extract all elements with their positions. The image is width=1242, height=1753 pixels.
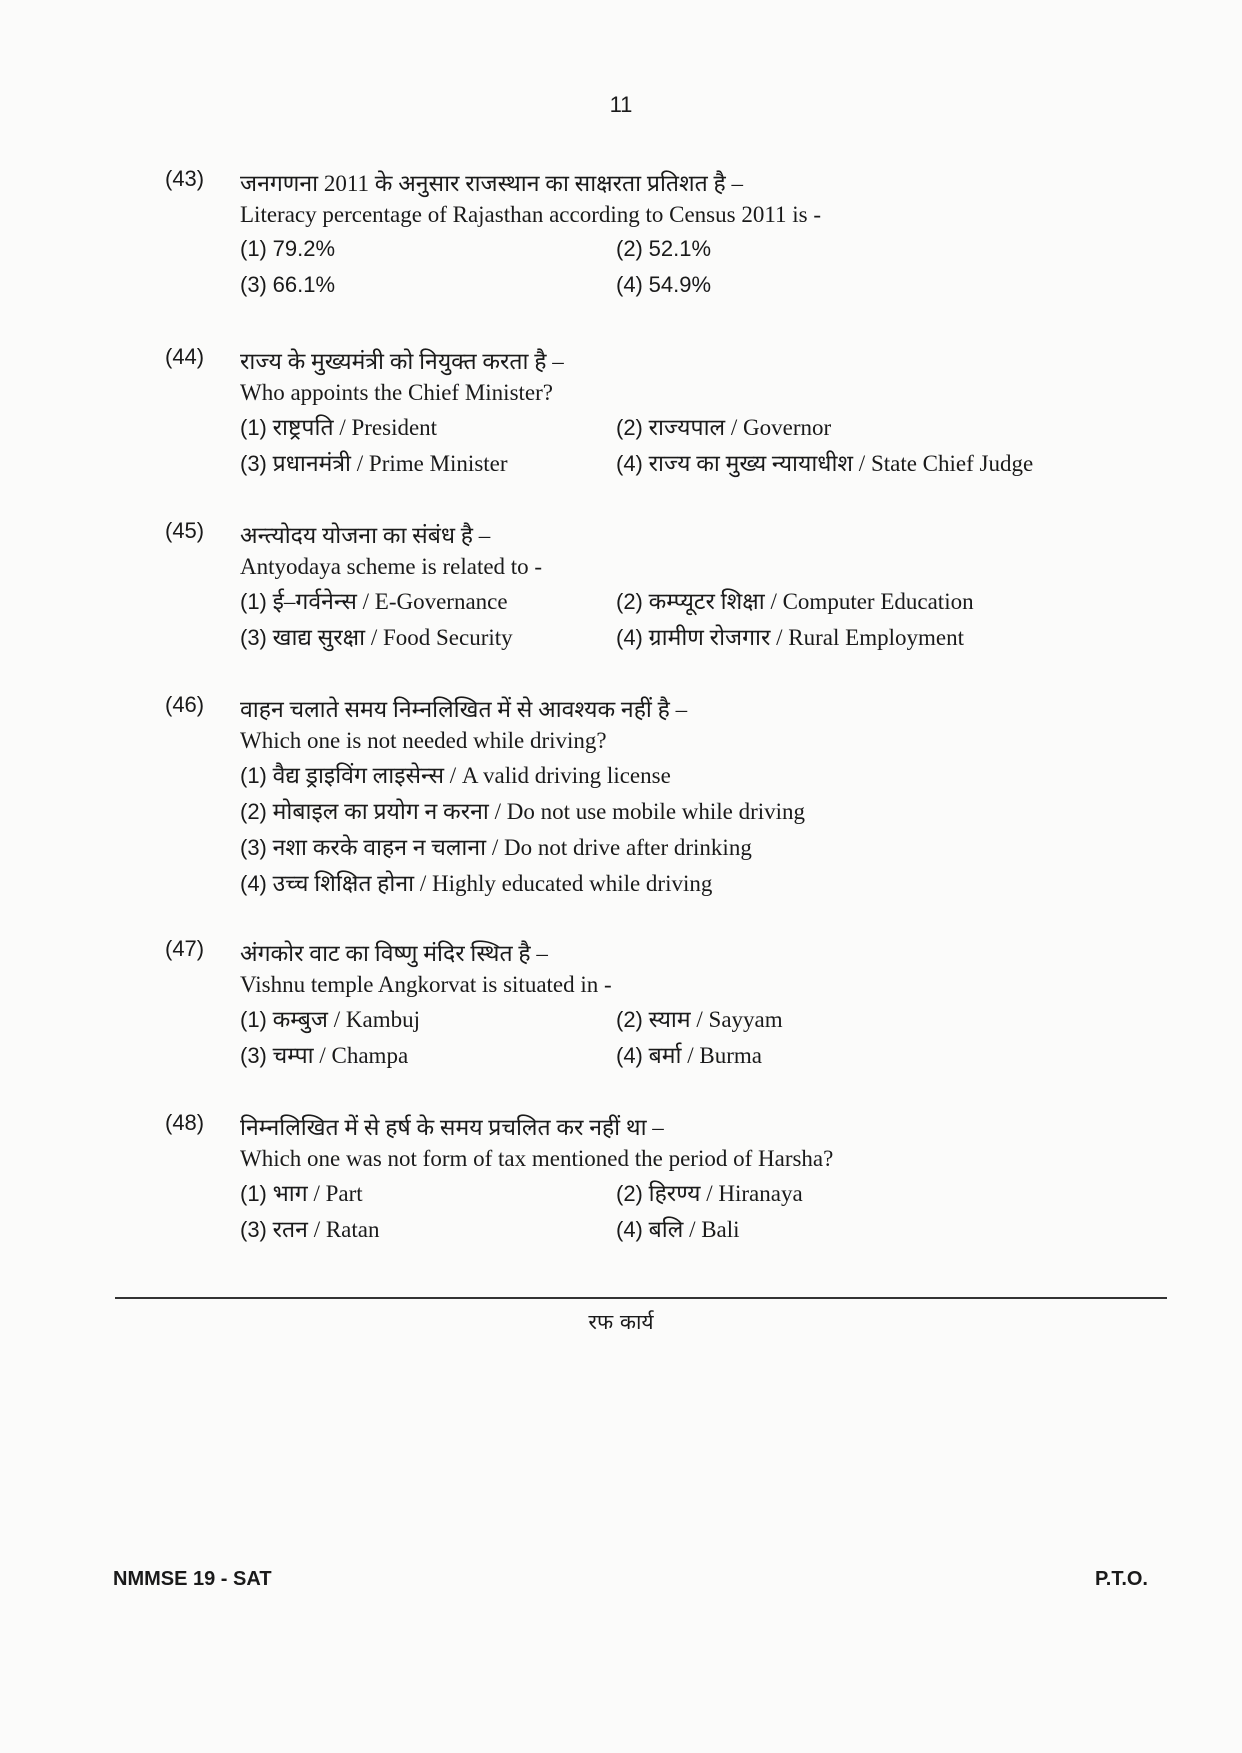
option-text-english: Do not use mobile while driving [506, 799, 806, 824]
option-2: (2) राज्यपाल / Governor [616, 415, 832, 440]
option-2: (2) कम्प्यूटर शिक्षा / Computer Education [616, 589, 974, 614]
option-text-hindi: भाग [272, 1181, 308, 1206]
question-number: (47) [165, 936, 205, 961]
question-text-english: Who appoints the Chief Minister? [240, 380, 553, 405]
option-text-english: Highly educated while driving [431, 871, 713, 896]
option-text-hindi: बलि [648, 1217, 684, 1242]
option-text-hindi: नशा करके वाहन न चलाना [272, 835, 487, 860]
option-1: (1) राष्ट्रपति / President [240, 415, 438, 440]
option-text-hindi: राज्यपाल [648, 415, 726, 440]
option-text: 54.9% [648, 272, 712, 297]
question-text-hindi: अन्त्योदय योजना का संबंध है – [240, 523, 491, 548]
option-3: (3) चम्पा / Champa [240, 1043, 409, 1068]
option-text-hindi: स्याम [648, 1007, 691, 1032]
question-text-english: Which one was not form of tax mentioned the period of Harsha? [240, 1146, 834, 1171]
question-number: (43) [165, 166, 205, 191]
option-text-english: Rural Employment [788, 625, 964, 650]
option-text-hindi: कम्प्यूटर शिक्षा [648, 589, 765, 614]
option-4: (4) बलि / Bali [616, 1217, 740, 1242]
option-text-hindi: चम्पा [272, 1043, 314, 1068]
exam-code: NMMSE 19 - SAT [113, 1568, 272, 1590]
option-text-hindi: राष्ट्रपति [272, 415, 334, 440]
option-1: (1) 79.2% [240, 236, 336, 261]
option-text-english: Burma [699, 1043, 762, 1068]
please-turn-over: P.T.O. [1095, 1568, 1148, 1590]
option-3: (3) रतन / Ratan [240, 1217, 380, 1242]
option-text-english: A valid driving license [461, 763, 671, 788]
page-number: 11 [609, 92, 633, 117]
option-text-hindi: ई–गर्वनेन्स [272, 589, 357, 614]
option-text-english: E-Governance [374, 589, 508, 614]
question-number: (45) [165, 518, 205, 543]
option-text-english: State Chief Judge [870, 451, 1034, 476]
question-text-hindi: जनगणना 2011 के अनुसार राजस्थान का साक्षरता प्रतिशत है – [240, 171, 743, 196]
option-1: (1) भाग / Part [240, 1181, 363, 1206]
option-text-hindi: राज्य का मुख्य न्यायाधीश [648, 451, 854, 476]
option-text-english: Ratan [325, 1217, 380, 1242]
option-text: 79.2% [272, 236, 336, 261]
question-text-english: Which one is not needed while driving? [240, 728, 607, 753]
question-number: (44) [165, 344, 205, 369]
question-text-english: Vishnu temple Angkorvat is situated in - [240, 972, 612, 997]
rough-work-label: रफ कार्य [588, 1310, 654, 1334]
option-text-hindi: मोबाइल का प्रयोग न करना [272, 799, 489, 824]
option-2: (2) 52.1% [616, 236, 712, 261]
option-text: 52.1% [648, 236, 712, 261]
option-1: (1) वैद्य ड्राइविंग लाइसेन्स / A valid driving license [240, 763, 671, 788]
option-text-english: Food Security [382, 625, 513, 650]
option-text-english: Do not drive after drinking [504, 835, 752, 860]
option-3: (3) 66.1% [240, 272, 336, 297]
option-text-english: Champa [331, 1043, 409, 1068]
option-text-hindi: हिरण्य [648, 1181, 701, 1206]
question-text-hindi: वाहन चलाते समय निम्नलिखित में से आवश्यक नहीं है – [240, 697, 688, 722]
option-4: (4) 54.9% [616, 272, 712, 297]
option-4: (4) ग्रामीण रोजगार / Rural Employment [616, 625, 964, 650]
option-text-hindi: प्रधानमंत्री [272, 451, 352, 476]
question-text-english: Literacy percentage of Rajasthan according to Census 2011 is - [240, 202, 821, 227]
option-text-hindi: वैद्य ड्राइविंग लाइसेन्स [272, 763, 445, 788]
option-text-hindi: ग्रामीण रोजगार [648, 625, 771, 650]
option-2: (2) मोबाइल का प्रयोग न करना / Do not use mobile while driving [240, 799, 806, 824]
option-2: (2) हिरण्य / Hiranaya [616, 1181, 803, 1206]
option-text-english: Computer Education [782, 589, 974, 614]
question-text-hindi: अंगकोर वाट का विष्णु मंदिर स्थित है – [240, 941, 548, 966]
option-4: (4) उच्च शिक्षित होना / Highly educated while driving [240, 871, 713, 896]
option-text-hindi: रतन [272, 1217, 308, 1242]
question-number: (48) [165, 1110, 205, 1135]
option-text-english: Prime Minister [368, 451, 508, 476]
option-text: 66.1% [272, 272, 336, 297]
option-text-hindi: कम्बुज [272, 1007, 328, 1032]
option-3: (3) खाद्य सुरक्षा / Food Security [240, 625, 513, 650]
question-number: (46) [165, 692, 205, 717]
option-1: (1) कम्बुज / Kambuj [240, 1007, 420, 1032]
divider-line [115, 1297, 1167, 1299]
question-text-hindi: राज्य के मुख्यमंत्री को नियुक्त करता है – [240, 349, 564, 374]
question-text-english: Antyodaya scheme is related to - [240, 554, 543, 579]
option-1: (1) ई–गर्वनेन्स / E-Governance [240, 589, 508, 614]
option-text-hindi: खाद्य सुरक्षा [272, 625, 366, 650]
option-text-english: President [351, 415, 438, 440]
option-text-hindi: बर्मा [648, 1043, 682, 1068]
option-2: (2) स्याम / Sayyam [616, 1007, 783, 1032]
option-4: (4) बर्मा / Burma [616, 1043, 762, 1068]
option-text-english: Part [325, 1181, 363, 1206]
question-text-hindi: निम्नलिखित में से हर्ष के समय प्रचलित कर नहीं था – [240, 1115, 664, 1140]
option-text-hindi: उच्च शिक्षित होना [272, 871, 415, 896]
option-text-english: Bali [701, 1217, 740, 1242]
option-3: (3) प्रधानमंत्री / Prime Minister [240, 451, 508, 476]
option-text-english: Governor [743, 415, 832, 440]
option-text-english: Hiranaya [718, 1181, 803, 1206]
option-text-english: Sayyam [708, 1007, 783, 1032]
option-3: (3) नशा करके वाहन न चलाना / Do not drive after drinking [240, 835, 752, 860]
option-text-english: Kambuj [345, 1007, 420, 1032]
option-4: (4) राज्य का मुख्य न्यायाधीश / State Chief Judge [616, 451, 1034, 476]
